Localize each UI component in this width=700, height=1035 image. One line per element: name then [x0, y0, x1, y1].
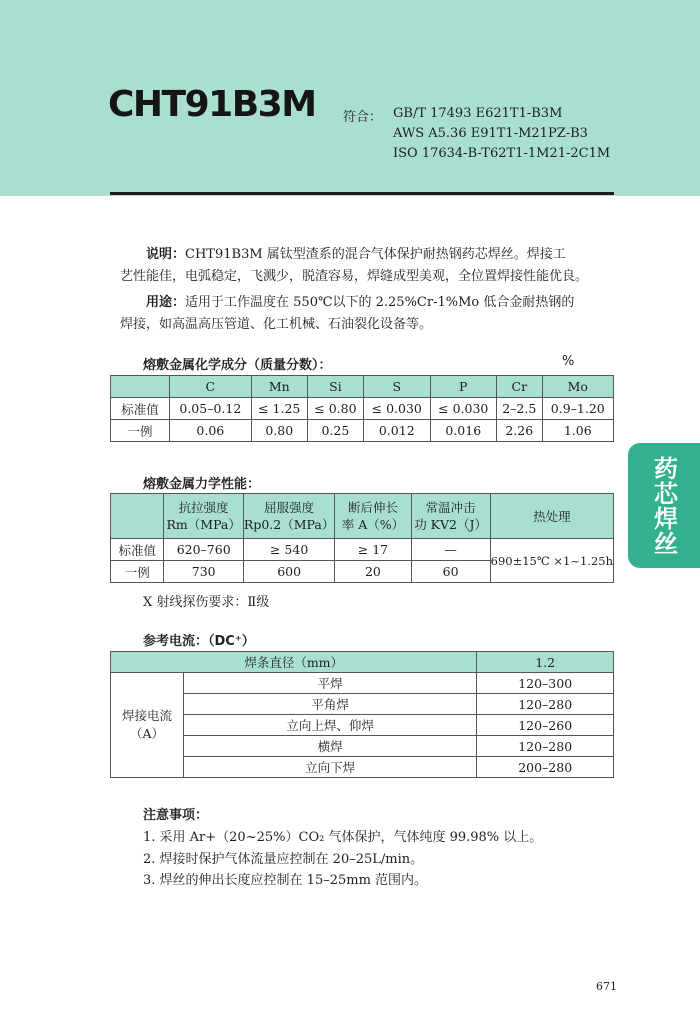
- position-name: 立向下焊: [184, 757, 477, 778]
- table-row: [111, 757, 614, 778]
- description-text-1: CHT91B3M 属钛型渣系的混合气体保护耐热钢药芯焊丝。焊接工: [185, 247, 566, 262]
- table-row: [111, 715, 614, 736]
- position-name: 平角焊: [184, 694, 477, 715]
- current-range: 120–280: [477, 694, 614, 715]
- table-cell: ≤ 0.80: [307, 398, 363, 420]
- usage-paragraph: [120, 292, 620, 336]
- note-item: 3. 焊丝的伸出长度应控制在 15–25mm 范围内。: [143, 873, 428, 888]
- usage-label: 用途：: [146, 295, 186, 310]
- section-side-tab: [628, 443, 700, 568]
- table-cell: 730: [164, 561, 243, 583]
- composition-header-cell: S: [364, 376, 431, 398]
- mechanical-header-cell: 热处理: [490, 494, 613, 539]
- position-name: 横焊: [184, 736, 477, 757]
- header-divider: [110, 192, 614, 195]
- heat-treatment-cell: 690±15℃ ×1~1.25h: [490, 539, 613, 583]
- row-label: 一例: [111, 420, 170, 442]
- composition-title: 熔敷金属化学成分（质量分数）：: [143, 358, 332, 373]
- table-cell: 0.05–0.12: [170, 398, 252, 420]
- current-range: 200–280: [477, 757, 614, 778]
- mechanical-title: 熔敷金属力学性能：: [143, 477, 261, 492]
- current-title: 参考电流：（DC⁺）: [143, 634, 255, 649]
- table-cell: 0.012: [364, 420, 431, 442]
- table-cell: 0.9–1.20: [542, 398, 613, 420]
- standard-iso: ISO 17634-B-T62T1-1M21-2C1M: [393, 146, 611, 161]
- table-cell: 1.06: [542, 420, 613, 442]
- current-range: 120–280: [477, 736, 614, 757]
- page-number: 671: [596, 980, 617, 993]
- table-row: [111, 673, 614, 694]
- mechanical-header-cell: 断后伸长 率 A（%）: [335, 494, 411, 539]
- note-item: 1. 采用 Ar+（20~25%）CO₂ 气体保护，气体纯度 99.98% 以上。: [143, 830, 543, 845]
- current-table: [110, 651, 614, 778]
- table-row: [111, 539, 614, 561]
- table-cell: 600: [243, 561, 334, 583]
- description-label: 说明：: [146, 247, 186, 262]
- table-cell: ≥ 540: [243, 539, 334, 561]
- mechanical-header-row: [111, 494, 614, 539]
- table-cell: ≤ 0.030: [430, 398, 497, 420]
- diameter-value: 1.2: [477, 652, 614, 673]
- composition-table: [110, 375, 614, 442]
- diameter-label: 焊条直径（mm）: [111, 652, 477, 673]
- composition-header-cell: Si: [307, 376, 363, 398]
- table-cell: 20: [335, 561, 411, 583]
- current-range: 120–260: [477, 715, 614, 736]
- row-label: 一例: [111, 561, 164, 583]
- table-cell: 0.80: [251, 420, 307, 442]
- current-range: 120–300: [477, 673, 614, 694]
- composition-header-cell: Cr: [497, 376, 543, 398]
- composition-header-cell: Mn: [251, 376, 307, 398]
- table-cell: 2–2.5: [497, 398, 543, 420]
- composition-header-cell: P: [430, 376, 497, 398]
- composition-header-cell: Mo: [542, 376, 613, 398]
- table-cell: 0.016: [430, 420, 497, 442]
- row-label: 标准值: [111, 398, 170, 420]
- table-cell: ≤ 0.030: [364, 398, 431, 420]
- description-paragraph: [120, 244, 620, 288]
- position-name: 立向上焊、仰焊: [184, 715, 477, 736]
- mechanical-header-cell: 常温冲击 功 KV2（J）: [411, 494, 490, 539]
- usage-text-1: 适用于工作温度在 550℃以下的 2.25%Cr-1%Mo 低合金耐热钢的: [185, 295, 575, 310]
- mechanical-header-cell: 抗拉强度 Rm（MPa）: [164, 494, 243, 539]
- table-cell: 0.25: [307, 420, 363, 442]
- composition-header-row: [111, 376, 614, 398]
- header-band: [0, 0, 700, 196]
- row-label: 标准值: [111, 539, 164, 561]
- table-cell: 0.06: [170, 420, 252, 442]
- notes-title: 注意事项：: [143, 808, 209, 823]
- position-name: 平焊: [184, 673, 477, 694]
- table-cell: ≤ 1.25: [251, 398, 307, 420]
- composition-header-cell: [111, 376, 170, 398]
- description-text-2: 艺性能佳，电弧稳定，飞溅少，脱渣容易，焊缝成型美观，全位置焊接性能优良。: [120, 269, 589, 284]
- standards-label: 符合：: [343, 110, 383, 125]
- xray-requirement: X 射线探伤要求：Ⅱ级: [143, 595, 270, 610]
- composition-header-cell: C: [170, 376, 252, 398]
- table-row: [111, 398, 614, 420]
- standard-gb: GB/T 17493 E621T1-B3M: [393, 106, 563, 121]
- table-cell: 2.26: [497, 420, 543, 442]
- table-row: [111, 694, 614, 715]
- mechanical-header-corner: [111, 494, 164, 539]
- table-row: [111, 420, 614, 442]
- table-cell: —: [411, 539, 490, 561]
- side-tab-label: 药芯焊丝: [649, 455, 678, 556]
- table-cell: 620–760: [164, 539, 243, 561]
- usage-text-2: 焊接，如高温高压管道、化工机械、石油裂化设备等。: [120, 317, 433, 332]
- note-item: 2. 焊接时保护气体流量应控制在 20–25L/min。: [143, 852, 424, 867]
- standard-aws: AWS A5.36 E91T1-M21PZ-B3: [393, 126, 588, 141]
- mechanical-header-cell: 屈服强度 Rp0.2（MPa）: [243, 494, 334, 539]
- product-code: CHT91B3M: [108, 84, 316, 125]
- current-group-label: 焊接电流 （A）: [111, 673, 184, 778]
- table-row: [111, 736, 614, 757]
- mechanical-table: [110, 493, 614, 583]
- composition-unit: %: [562, 354, 575, 369]
- table-cell: 60: [411, 561, 490, 583]
- current-header-row: [111, 652, 614, 673]
- table-cell: ≥ 17: [335, 539, 411, 561]
